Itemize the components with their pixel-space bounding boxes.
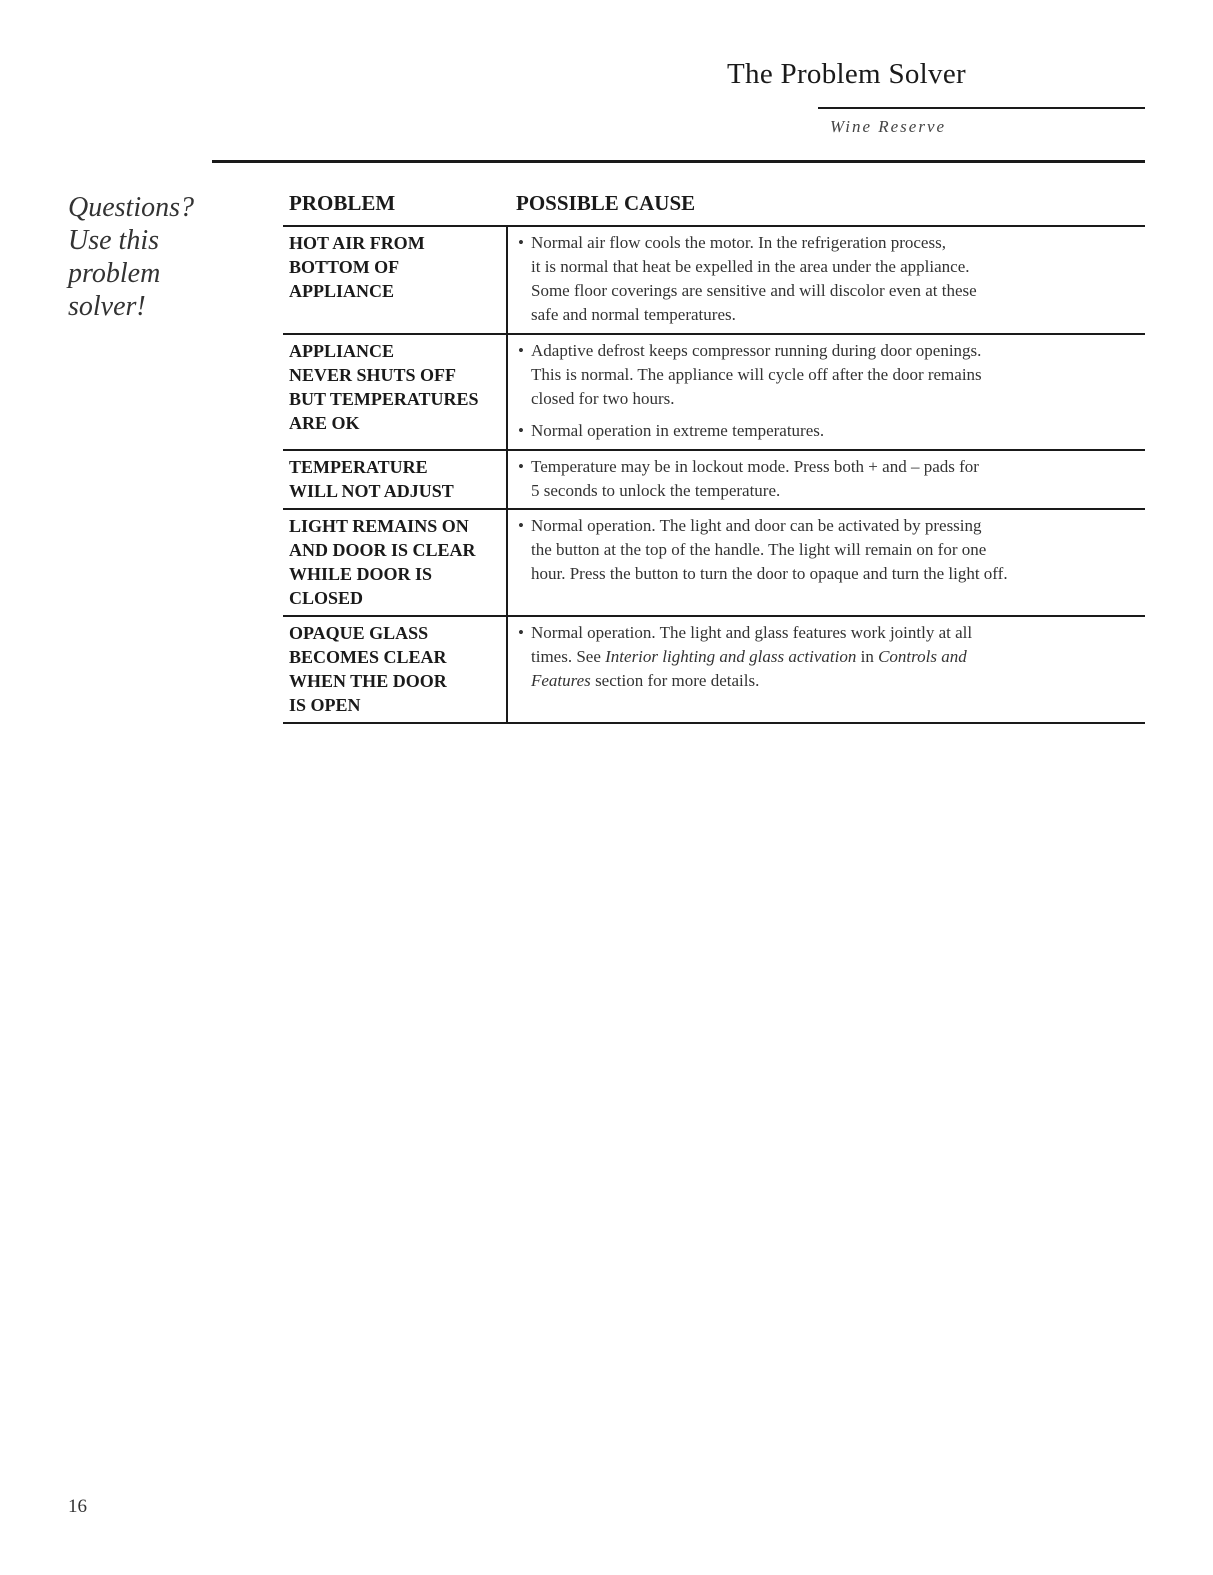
cross-reference: Features <box>531 671 591 690</box>
problem-text: BOTTOM OF <box>289 257 400 277</box>
cause-text-fragment: in <box>856 647 879 666</box>
cause-item <box>518 231 1145 327</box>
table-row <box>283 617 1145 724</box>
bullet-icon: • <box>518 516 524 535</box>
problem-text: WILL NOT ADJUST <box>289 481 454 501</box>
sidebar-line: solver! <box>68 291 146 322</box>
cause-item <box>518 621 1145 693</box>
table-header <box>283 191 1145 227</box>
cause-cell <box>508 617 1145 722</box>
problem-cell <box>283 617 508 722</box>
page-subtitle: Wine Reserve <box>830 117 947 136</box>
bullet-icon: • <box>518 421 524 440</box>
cause-cell <box>508 335 1145 449</box>
cross-reference: Controls and <box>878 647 967 666</box>
table-row <box>283 451 1145 510</box>
problem-cell <box>283 510 508 615</box>
cause-text: it is normal that heat be expelled in the area under the appliance. <box>531 257 970 276</box>
page-title: The Problem Solver <box>727 58 966 90</box>
problem-text: TEMPERATURE <box>289 457 428 477</box>
cause-text: Normal operation. The light and door can be activated by pressing <box>531 516 982 535</box>
cause-cell <box>508 451 1145 508</box>
cause-text-fragment: times. See <box>531 647 606 666</box>
problem-text: WHEN THE DOOR <box>289 671 447 691</box>
problem-text: APPLIANCE <box>289 281 395 301</box>
cause-text: Normal operation. The light and glass features work jointly at all <box>531 623 973 642</box>
cause-text: Adaptive defrost keeps compressor running during door openings. <box>531 341 982 360</box>
problem-text: IS OPEN <box>289 695 361 715</box>
problem-solver-table <box>283 191 1145 724</box>
sidebar-line: Questions? <box>68 192 194 223</box>
cause-text: safe and normal temperatures. <box>531 305 736 324</box>
cause-text: hour. Press the button to turn the door to opaque and turn the light off. <box>531 564 1008 583</box>
problem-text: BECOMES CLEAR <box>289 647 447 667</box>
sidebar-line: problem <box>68 258 161 289</box>
problem-text: WHILE DOOR IS <box>289 564 433 584</box>
cause-text-fragment: section for more details. <box>590 671 760 690</box>
problem-cell <box>283 335 508 449</box>
cause-text <box>531 669 1145 693</box>
problem-text: OPAQUE GLASS <box>289 623 429 643</box>
bullet-icon: • <box>518 233 524 252</box>
cause-text: Normal operation in extreme temperatures. <box>531 421 825 440</box>
problem-text: AND DOOR IS CLEAR <box>289 540 476 560</box>
problem-cell <box>283 227 508 333</box>
cause-cell <box>508 510 1145 615</box>
problem-text: LIGHT REMAINS ON <box>289 516 469 536</box>
table-row <box>283 227 1145 335</box>
header-rule <box>212 160 1145 163</box>
problem-cell <box>283 451 508 508</box>
cause-column-header: POSSIBLE CAUSE <box>516 191 696 215</box>
cause-cell <box>508 227 1145 333</box>
problem-text: ARE OK <box>289 413 360 433</box>
bullet-icon: • <box>518 623 524 642</box>
cause-text <box>531 645 1145 669</box>
cause-item <box>518 419 1145 443</box>
cause-item <box>518 455 1145 503</box>
table-row <box>283 510 1145 617</box>
problem-text: CLOSED <box>289 588 364 608</box>
problem-text: NEVER SHUTS OFF <box>289 365 457 385</box>
cause-item <box>518 514 1145 586</box>
cause-text: 5 seconds to unlock the temperature. <box>531 481 781 500</box>
cause-text: Temperature may be in lockout mode. Press both + and – pads for <box>531 457 979 476</box>
sidebar-note <box>68 191 218 323</box>
bullet-icon: • <box>518 341 524 360</box>
cross-reference: Interior lighting and glass activation <box>605 647 857 666</box>
cause-text: closed for two hours. <box>531 389 675 408</box>
problem-text: HOT AIR FROM <box>289 233 425 253</box>
problem-text: BUT TEMPERATURES <box>289 389 479 409</box>
cause-text: the button at the top of the handle. The light will remain on for one <box>531 540 987 559</box>
cause-text: Some floor coverings are sensitive and will discolor even at these <box>531 281 977 300</box>
problem-column-header: PROBLEM <box>289 191 396 215</box>
cause-text: This is normal. The appliance will cycle off after the door remains <box>531 365 982 384</box>
page-number: 16 <box>68 1496 87 1517</box>
table-row <box>283 335 1145 451</box>
cause-item <box>518 339 1145 411</box>
cause-text: Normal air flow cools the motor. In the refrigeration process, <box>531 233 946 252</box>
sidebar-line: Use this <box>68 225 159 256</box>
bullet-icon: • <box>518 457 524 476</box>
problem-text: APPLIANCE <box>289 341 395 361</box>
title-rule <box>818 107 1145 109</box>
